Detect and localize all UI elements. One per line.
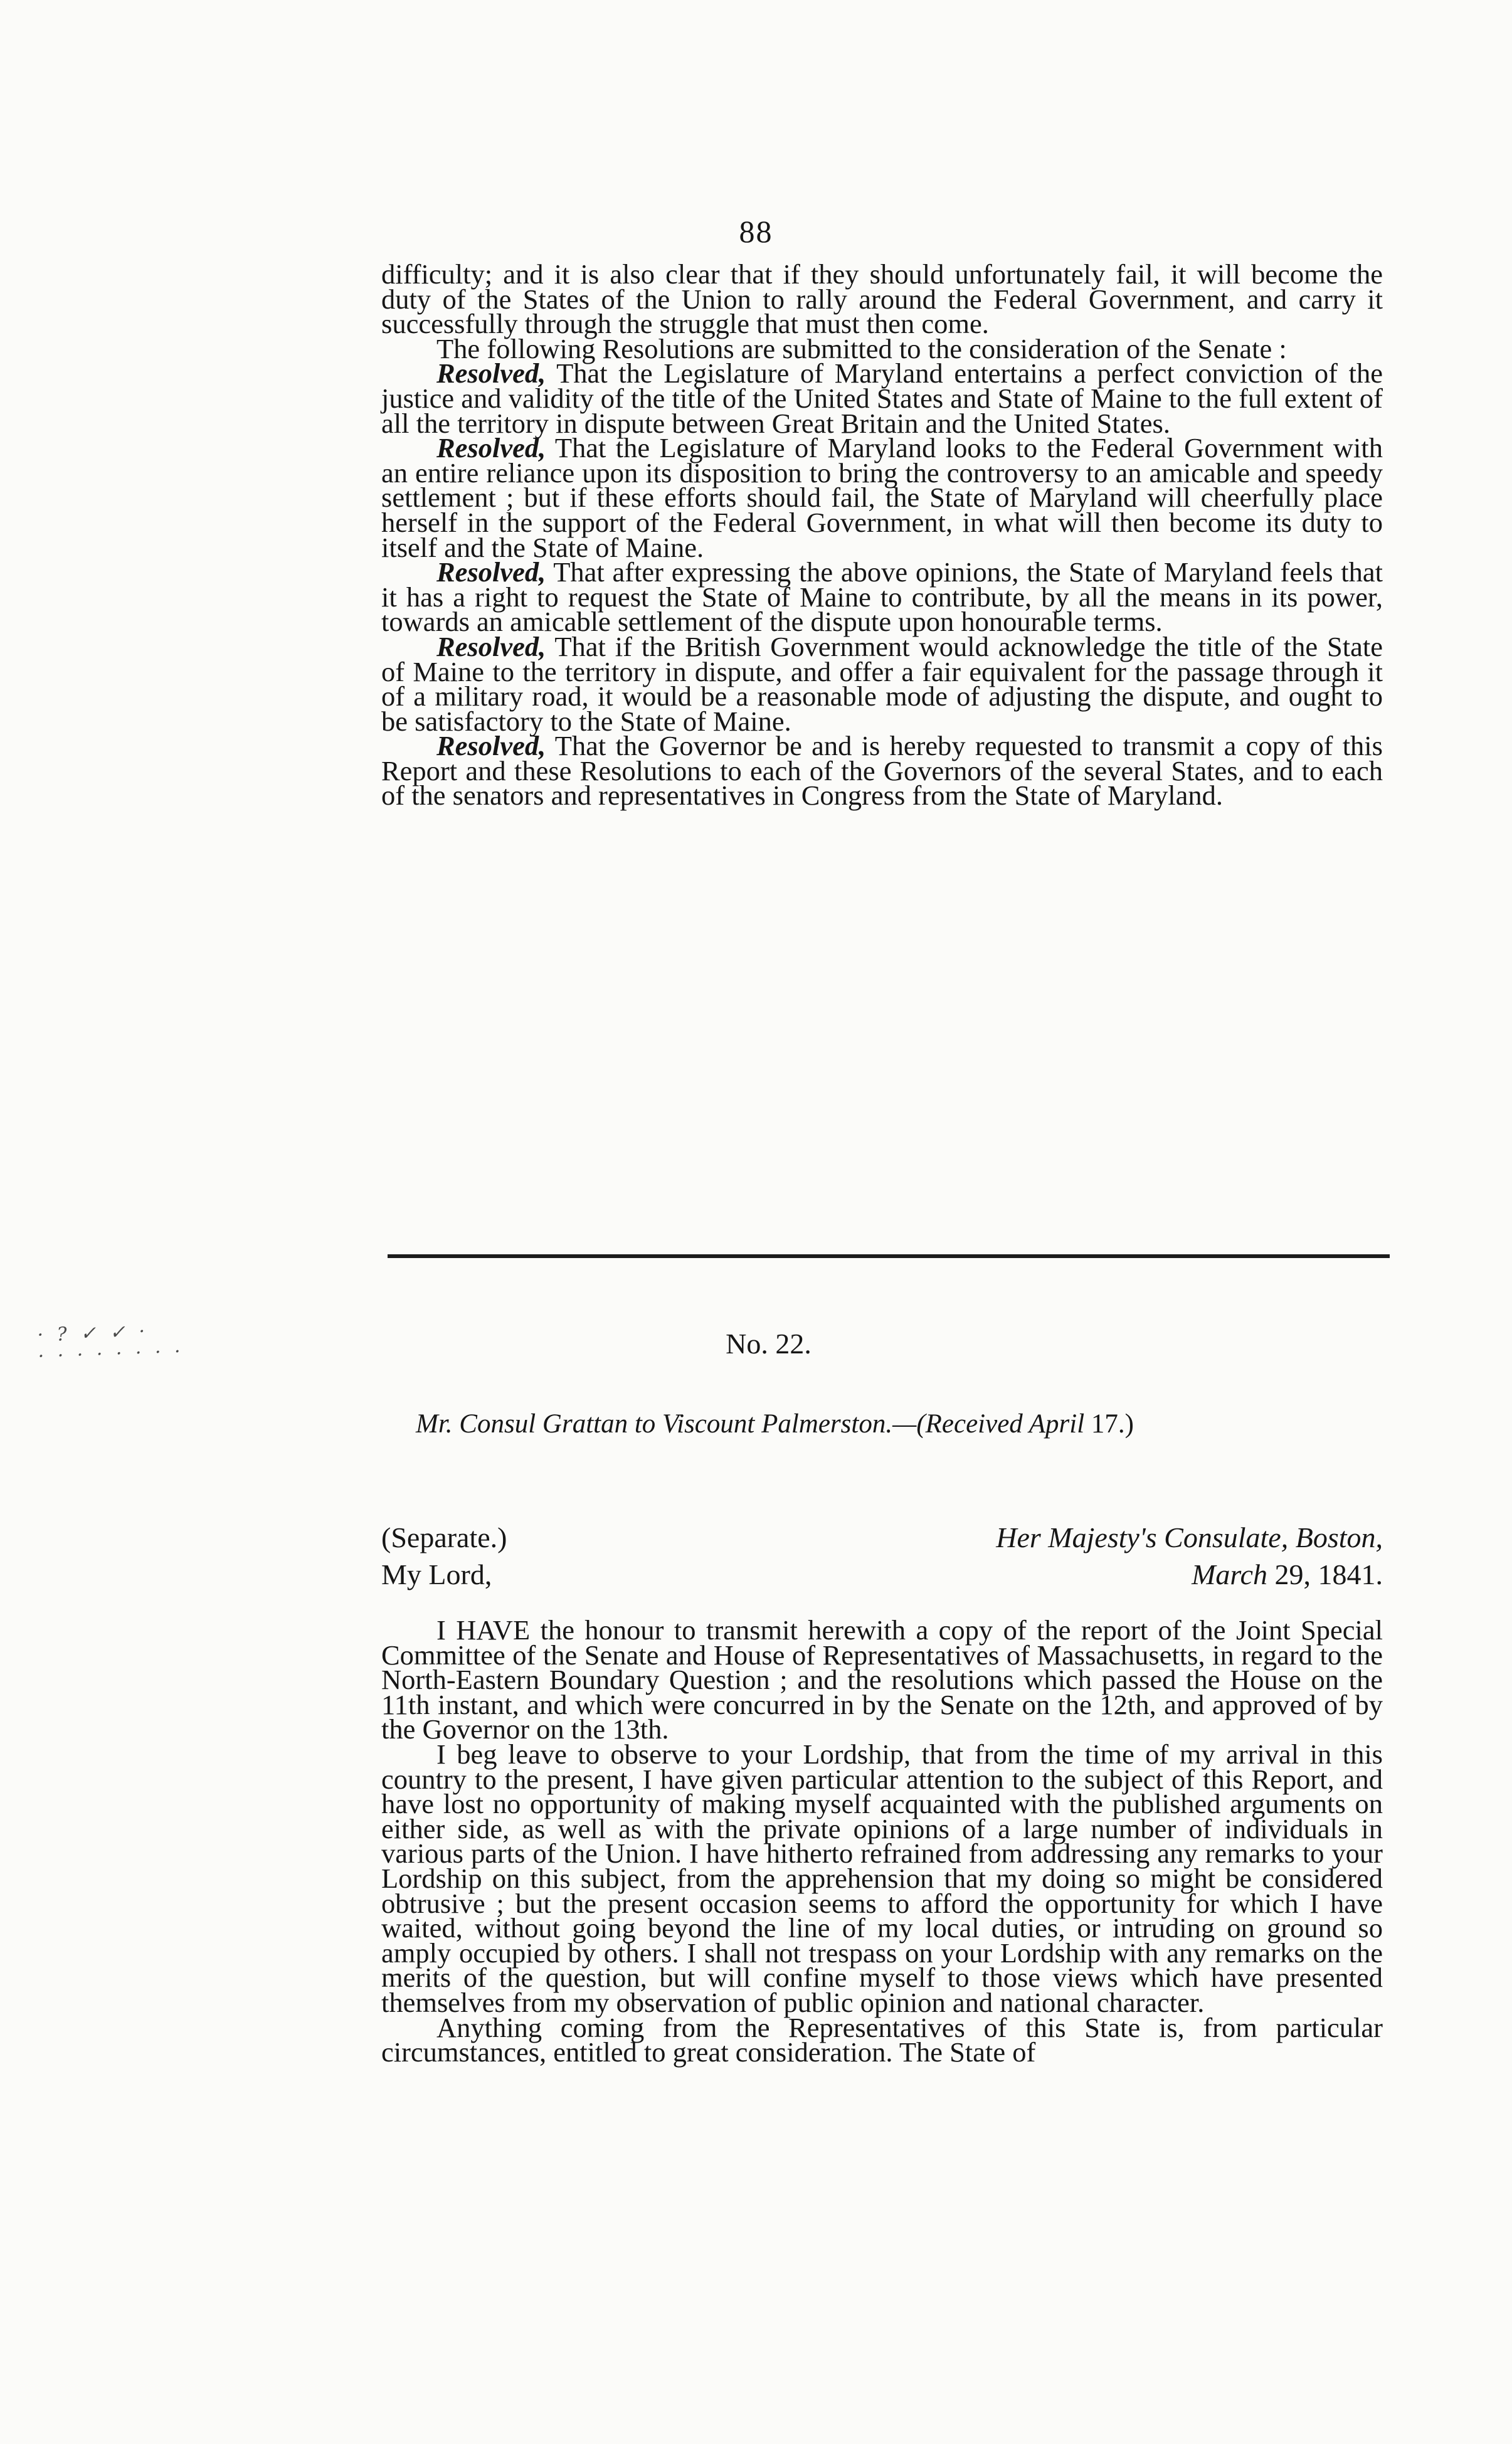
resolution-paragraph [381,432,1383,563]
heading-date: 17.) [1091,1409,1134,1439]
heading-text: Mr. Consul Grattan to Viscount Palmerston.—(Received April [416,1409,1085,1439]
date-rest: 29, 1841. [1274,1558,1383,1590]
resolution-paragraph [381,630,1383,737]
page-number: 88 [739,214,773,249]
paragraph [381,1738,1383,2018]
paragraph-text: That the Governor be and is hereby requested to transmit a copy of this Report and these Resolutions to each of the Governors of the several States, and to each of the senators and representatives in Congress from the State of Maryland. [381,730,1383,812]
paragraph-text: That the Legislature of Maryland entertains a perfect conviction of the justice and validity of the title of the United States and State of Maine to the full extent of all the territory in dispute between Great Britain and the United States. [381,357,1383,439]
resolution-paragraph [381,357,1383,439]
margin-note-line: · · · · · · · · [38,1340,185,1368]
paragraph [381,1614,1383,1745]
resolution-paragraph [381,556,1383,638]
resolved-label: Resolved, [436,432,546,464]
resolution-paragraph [381,730,1383,812]
paragraph-text: I beg leave to observe to your Lordship, that from the time of my arrival in this country to the present, I have given particular attention to the subject of this Report, and have lost no opportunity of making myself acquainted with the published arguments on either side, as well as with the private opinions of a large number of individuals in various parts of the Union. I have hitherto refrained from addressing any remarks to your Lordship on this subject, from the apprehension that my doing so might be considered obtrusive ; but the present occasion seems to afford the opportunity for which I have waited, without going beyond the line of my local duties, or intruding on ground so amply occupied by others. I shall not trespass on your Lordship with any remarks on the merits of the question, but will confine myself to those views which have presented themselves from my observation of public opinion and national character. [381,1738,1383,2018]
paragraph-text: difficulty; and it is also clear that if they should unfortunately fail, it will become the duty of the States of the Union to rally around the Federal Government, and carry it successfully through the struggle that must then come. [381,258,1383,340]
paragraph-text: I HAVE the honour to transmit herewith a copy of the report of the Joint Special Committee of the Senate and House of Representatives of Massachusetts, in regard to the North-Eastern Boundary Question ; and the resolutions which passed the House on the 11th instant, and which were concurred in by the Senate on the 12th, and approved of by the Governor on the 13th. [381,1614,1383,1745]
place-line: Her Majesty's Consulate, Boston, [996,1521,1383,1553]
resolved-label: Resolved, [436,730,546,762]
paragraph [381,2011,1383,2068]
header-row [381,1522,1383,1553]
document-heading [0,1409,1512,1439]
paragraph-text: That the Legislature of Maryland looks to the Federal Government with an entire reliance upon its disposition to bring the controversy to an amicable and speedy settlement ; but if these efforts should fail, the State of Maryland will cheerfully place herself in the support of the Federal Government, in what will then become its duty to itself and the State of Maine. [381,432,1383,563]
paragraph-text: The following Resolutions are submitted to the consideration of the Senate : [436,332,1287,364]
salutation-row [381,1559,1383,1590]
margin-note-line: · ? ✓ ✓ · [36,1320,149,1346]
resolved-label: Resolved, [436,630,546,662]
letter-body [381,1614,1383,2068]
separate-label: (Separate.) [381,1521,507,1553]
date-line [1192,1559,1383,1590]
section-divider [388,1254,1390,1258]
paragraph-text: Anything coming from the Representatives of this State is, from particular circumstances, entitled to great consideration. The State of [381,2011,1383,2068]
salutation: My Lord, [381,1558,492,1590]
date-month: March [1192,1558,1267,1590]
paragraph-text: That if the British Government would acknowledge the title of the State of Maine to the territory in dispute, and offer a fair equivalent for the passage through it of a military road, it would be a reasonable mode of adjusting the dispute, and ought to be satisfactory to the State of Maine. [381,630,1383,737]
paragraph [381,258,1383,340]
resolved-label: Resolved, [436,556,546,588]
document-number: No. 22. [726,1328,812,1360]
paragraph-text: That after expressing the above opinions, the State of Maryland feels that it has a right to request the State of Maine to contribute, by all the means in its power, towards an amicable settlement of the dispute upon honourable terms. [381,556,1383,638]
resolved-label: Resolved, [436,357,546,389]
resolutions-text [381,258,1383,812]
